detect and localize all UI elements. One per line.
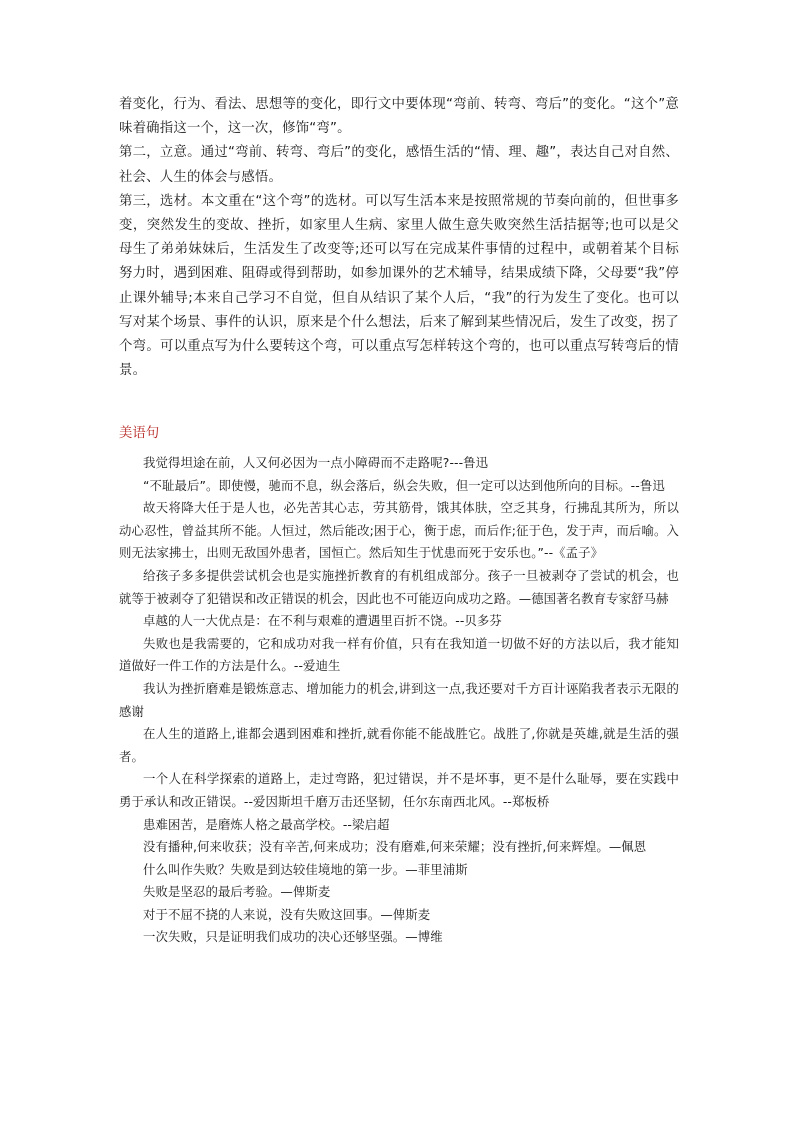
section-heading: 美语句 <box>119 426 160 441</box>
quote-item: 失败也是我需要的，它和成功对我一样有价值，只有在我知道一切做不好的方法以后，我才能知道做好一件工作的方法是什么。--爱迪生 <box>119 635 679 674</box>
quote-item: 我认为挫折磨难是锻炼意志、增加能力的机会,讲到这一点,我还要对千方百计诬陷我者表示无限的感谢 <box>119 680 679 719</box>
quote-item: 对于不屈不挠的人来说，没有失败这回事。—俾斯麦 <box>143 906 431 922</box>
quote-item: 什么叫作失败？失败是到达较佳境地的第一步。—菲里浦斯 <box>143 861 468 877</box>
quote-item: 我觉得坦途在前，人又何必因为一点小障碍而不走路呢?---鲁迅 <box>143 455 489 470</box>
paragraph-material: 第三，选材。本文重在“这个弯”的选材。可以写生活本来是按照常规的节奏向前的，但世事多变，突然发生的变故、挫折，如家里人生病、家里人做生意失败突然生活拮据等;也可以是父母生了弟弟妹妹后，生活发生了改变等;还可以写在完成某件事情的过程中，或朝着某个目标努力时，遇到困难、阻碍或得到帮助，如参加课外的艺术辅导，结果成绩下降，父母要“我”停止课外辅导;本来自己学习不自觉，但自从结识了某个人后，“我”的行为发生了变化。也可以写对某个场景、事件的认识，原来是个什么想法，后来了解到某些情况后，发生了改变，拐了个弯。可以重点写为什么要转这个弯，可以重点写怎样转这个弯的，也可以重点写转弯后的情景。 <box>119 193 679 379</box>
paragraph-change: 着变化，行为、看法、思想等的变化，即行文中要体现“弯前、转弯、弯后”的变化。“这个”意味着确指这一个，这一次，修饰“弯”。 <box>119 97 679 137</box>
quote-item: 给孩子多多提供尝试机会也是实施挫折教育的有机组成部分。孩子一旦被剥夺了尝试的机会，也就等于被剥夺了犯错误和改正错误的机会，因此也不可能迈向成功之路。—德国著名教育专家舒马赫 <box>119 567 679 606</box>
paragraph-theme: 第二，立意。通过“弯前、转弯、弯后”的变化，感悟生活的“情、理、趣”，表达自己对自然、社会、人生的体会与感悟。 <box>119 145 679 185</box>
quote-item: 失败是坚忍的最后考验。—俾斯麦 <box>143 884 331 900</box>
intro-section <box>119 93 679 383</box>
quote-item: 一次失败，只是证明我们成功的决心还够坚强。—博维 <box>143 929 443 945</box>
quote-item: 没有播种,何来收获；没有辛苦,何来成功；没有磨难,何来荣耀；没有挫折,何来辉煌。—佩恩 <box>143 839 647 855</box>
quote-item: 一个人在科学探索的道路上，走过弯路，犯过错误，并不是坏事，更不是什么耻辱，要在实践中勇于承认和改正错误。--爱因斯坦千磨万击还坚韧，任尔东南西北风。--郑板桥 <box>119 771 679 809</box>
quote-item: “不耻最后”。即使慢，驰而不息，纵会落后，纵会失败，但一定可以达到他所向的目标。--鲁迅 <box>143 477 665 493</box>
quote-item: 卓越的人一大优点是：在不利与艰难的遭遇里百折不饶。--贝多芬 <box>143 613 502 629</box>
quote-item: 患难困苦，是磨炼人格之最高学校。--梁启超 <box>143 816 390 832</box>
quote-list <box>119 452 679 949</box>
quote-item: 在人生的道路上,谁都会遇到困难和挫折,就看你能不能战胜它。战胜了,你就是英雄,就是生活的强者。 <box>119 726 679 764</box>
quote-item: 故天将降大任于是人也，必先苦其心志，劳其筋骨，饿其体肤，空乏其身，行拂乱其所为，所以动心忍性，曾益其所不能。人恒过，然后能改;困于心，衡于虑，而后作;征于色，发于声，而后喻。入则无法家拂士，出则无敌国外患者，国恒亡。然后知生于忧患而死于安乐也。”--《孟子》 <box>119 500 679 561</box>
